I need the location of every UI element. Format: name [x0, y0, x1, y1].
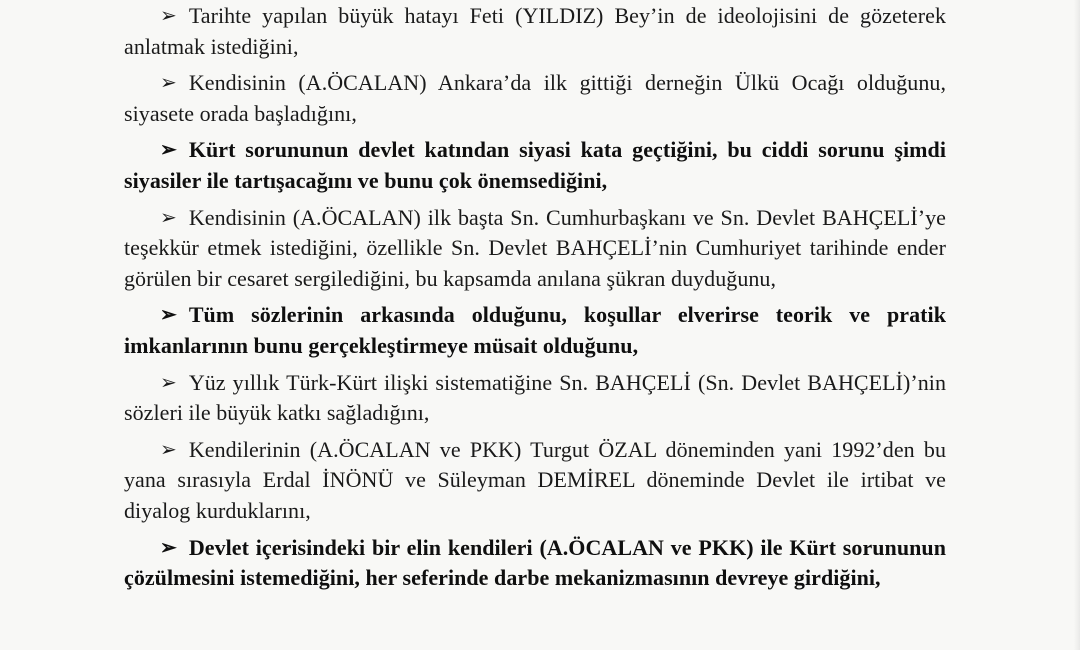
bullet-text: Devlet içerisindeki bir elin kendileri (A.ÖCALAN ve PKK) ile Kürt sorununun çözülmesini istemediğini, her seferinde darbe mekanizmasının devreye girdiğini,: [124, 534, 946, 591]
arrow-bullet-icon: ➢: [160, 5, 177, 27]
bullet-item-7: [124, 435, 946, 527]
bullet-text: Kürt sorununun devlet katından siyasi kata geçtiğini, bu ciddi sorunu şimdi siyasiler ile tartışacağını ve bunu çok önemsediğini,: [124, 137, 946, 193]
arrow-bullet-icon: ➢: [160, 371, 177, 394]
arrow-bullet-icon: ➢: [160, 438, 177, 461]
arrow-bullet-icon: ➢: [160, 206, 177, 229]
bullet-text: Tarihte yapılan büyük hatayı Feti (YILDIZ) Bey’in de ideolojisini de gözeterek anlatmak istediğini,: [124, 3, 946, 59]
bullet-item-5: [124, 300, 946, 361]
bullet-text: Kendisinin (A.ÖCALAN) ilk başta Sn. Cumhurbaşkanı ve Sn. Devlet BAHÇELİ’ye teşekkür etmek istediğini, özellikle Sn. Devlet BAHÇELİ’nin Cumhuriyet tarihinde ender görülen bir cesaret sergilediğini, bu kapsamda anılana şükran duyduğunu,: [124, 204, 946, 291]
arrow-bullet-icon: ➢: [160, 304, 177, 327]
arrow-bullet-icon: ➢: [160, 139, 177, 162]
document-body: [124, 1, 946, 600]
arrow-bullet-icon: ➢: [160, 72, 177, 95]
bullet-text: Yüz yıllık Türk-Kürt ilişki sistematiğine Sn. BAHÇELİ (Sn. Devlet BAHÇELİ)’nin sözleri ile büyük katkı sağladığını,: [124, 369, 946, 426]
arrow-bullet-icon: ➢: [160, 536, 177, 559]
bullet-item-8: [124, 533, 946, 594]
bullet-item-4: [124, 203, 946, 295]
bullet-item-2: [124, 68, 946, 129]
bullet-item-3: [124, 135, 946, 196]
bullet-text: Tüm sözlerinin arkasında olduğunu, koşullar elverirse teorik ve pratik imkanlarının bunu gerçekleştirmeye müsait olduğunu,: [124, 302, 946, 358]
bullet-text: Kendisinin (A.ÖCALAN) Ankara’da ilk gittiği derneğin Ülkü Ocağı olduğunu, siyasete orada başladığını,: [124, 70, 946, 126]
scan-edge-shadow: [1074, 0, 1080, 650]
bullet-item-6: [124, 368, 946, 429]
bullet-item-1: [124, 1, 946, 62]
bullet-text: Kendilerinin (A.ÖCALAN ve PKK) Turgut ÖZAL döneminden yani 1992’den bu yana sırasıyla Erdal İNÖNÜ ve Süleyman DEMİREL döneminde Devlet ile irtibat ve diyalog kurduklarını,: [124, 436, 946, 523]
